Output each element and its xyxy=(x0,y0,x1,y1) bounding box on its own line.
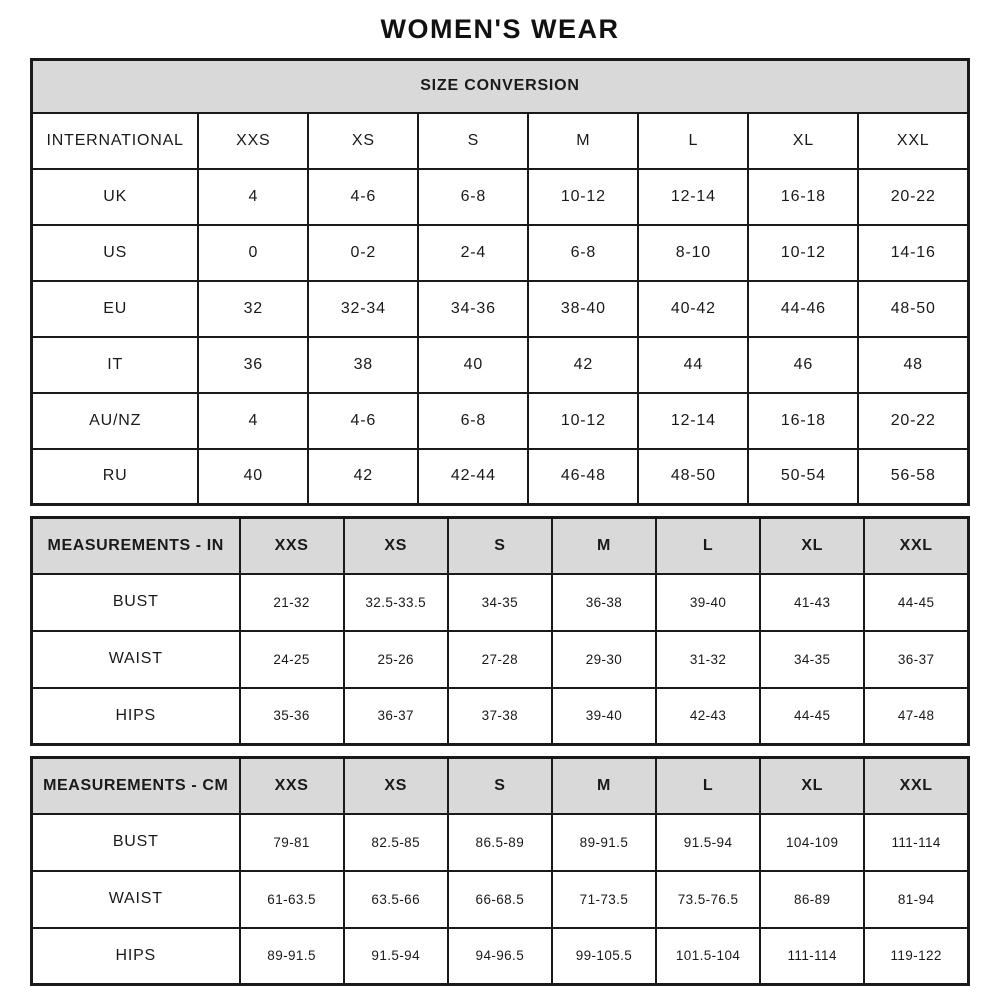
cell-value: XXS xyxy=(198,113,308,169)
table-row xyxy=(32,281,969,337)
cell-value: 111-114 xyxy=(864,814,968,871)
column-header-s: S xyxy=(448,518,552,574)
cell-value: 104-109 xyxy=(760,814,864,871)
cell-value: 73.5-76.5 xyxy=(656,871,760,928)
cell-value: 4-6 xyxy=(308,169,418,225)
column-header-l: L xyxy=(656,518,760,574)
row-label: INTERNATIONAL xyxy=(32,113,199,169)
cell-value: 46 xyxy=(748,337,858,393)
table-row xyxy=(32,113,969,169)
tables-container xyxy=(30,58,970,986)
page-title: WOMEN'S WEAR xyxy=(380,14,620,44)
table-row xyxy=(32,169,969,225)
cell-value: 32.5-33.5 xyxy=(344,574,448,631)
column-header-xl: XL xyxy=(760,758,864,814)
cell-value: 12-14 xyxy=(638,393,748,449)
cell-value: 42 xyxy=(528,337,638,393)
cell-value: 40-42 xyxy=(638,281,748,337)
cell-value: 34-35 xyxy=(760,631,864,688)
cell-value: 20-22 xyxy=(858,169,968,225)
table-size-conversion xyxy=(30,58,970,506)
table-measurements-cm xyxy=(30,756,970,986)
cell-value: 44 xyxy=(638,337,748,393)
cell-value: 40 xyxy=(418,337,528,393)
table-row xyxy=(32,225,969,281)
row-label: IT xyxy=(32,337,199,393)
cell-value: 61-63.5 xyxy=(240,871,344,928)
cell-value: 89-91.5 xyxy=(240,928,344,985)
cell-value: 8-10 xyxy=(638,225,748,281)
cell-value: 16-18 xyxy=(748,393,858,449)
cell-value: 32-34 xyxy=(308,281,418,337)
table-header-row xyxy=(32,758,969,814)
cell-value: 6-8 xyxy=(418,169,528,225)
cell-value: 10-12 xyxy=(748,225,858,281)
cell-value: 48-50 xyxy=(638,449,748,505)
cell-value: 79-81 xyxy=(240,814,344,871)
table-header-row xyxy=(32,518,969,574)
cell-value: 4 xyxy=(198,169,308,225)
cell-value: 34-35 xyxy=(448,574,552,631)
cell-value: 10-12 xyxy=(528,169,638,225)
cell-value: 94-96.5 xyxy=(448,928,552,985)
table-row xyxy=(32,688,969,745)
row-label: BUST xyxy=(32,574,240,631)
table-row xyxy=(32,574,969,631)
cell-value: 36 xyxy=(198,337,308,393)
column-header-xxs: XXS xyxy=(240,758,344,814)
row-label: RU xyxy=(32,449,199,505)
cell-value: 29-30 xyxy=(552,631,656,688)
cell-value: 4-6 xyxy=(308,393,418,449)
cell-value: 47-48 xyxy=(864,688,968,745)
cell-value: 40 xyxy=(198,449,308,505)
column-header-m: M xyxy=(552,518,656,574)
table-row xyxy=(32,871,969,928)
cell-value: 82.5-85 xyxy=(344,814,448,871)
cell-value: 36-37 xyxy=(864,631,968,688)
cell-value: 20-22 xyxy=(858,393,968,449)
row-label: WAIST xyxy=(32,631,240,688)
cell-value: 39-40 xyxy=(656,574,760,631)
cell-value: 42-43 xyxy=(656,688,760,745)
cell-value: 35-36 xyxy=(240,688,344,745)
cell-value: 48 xyxy=(858,337,968,393)
row-label: EU xyxy=(32,281,199,337)
cell-value: 36-37 xyxy=(344,688,448,745)
cell-value: 63.5-66 xyxy=(344,871,448,928)
table-header-label: MEASUREMENTS - CM xyxy=(32,758,240,814)
cell-value: 6-8 xyxy=(418,393,528,449)
row-label: WAIST xyxy=(32,871,240,928)
cell-value: 24-25 xyxy=(240,631,344,688)
cell-value: 50-54 xyxy=(748,449,858,505)
row-label: HIPS xyxy=(32,688,240,745)
cell-value: 10-12 xyxy=(528,393,638,449)
cell-value: S xyxy=(418,113,528,169)
cell-value: 86.5-89 xyxy=(448,814,552,871)
cell-value: 66-68.5 xyxy=(448,871,552,928)
column-header-l: L xyxy=(656,758,760,814)
cell-value: 34-36 xyxy=(418,281,528,337)
cell-value: 14-16 xyxy=(858,225,968,281)
cell-value: 56-58 xyxy=(858,449,968,505)
table-row xyxy=(32,631,969,688)
cell-value: L xyxy=(638,113,748,169)
cell-value: 0 xyxy=(198,225,308,281)
cell-value: 4 xyxy=(198,393,308,449)
table-header-label: MEASUREMENTS - IN xyxy=(32,518,240,574)
row-label: AU/NZ xyxy=(32,393,199,449)
cell-value: 27-28 xyxy=(448,631,552,688)
cell-value: 89-91.5 xyxy=(552,814,656,871)
table-banner-title: SIZE CONVERSION xyxy=(32,60,969,113)
column-header-s: S xyxy=(448,758,552,814)
cell-value: 99-105.5 xyxy=(552,928,656,985)
column-header-xs: XS xyxy=(344,518,448,574)
cell-value: 38-40 xyxy=(528,281,638,337)
table-row xyxy=(32,928,969,985)
cell-value: 111-114 xyxy=(760,928,864,985)
row-label: BUST xyxy=(32,814,240,871)
cell-value: 86-89 xyxy=(760,871,864,928)
cell-value: 71-73.5 xyxy=(552,871,656,928)
cell-value: 46-48 xyxy=(528,449,638,505)
column-header-m: M xyxy=(552,758,656,814)
cell-value: 6-8 xyxy=(528,225,638,281)
row-label: HIPS xyxy=(32,928,240,985)
table-row xyxy=(32,814,969,871)
table-row xyxy=(32,337,969,393)
cell-value: M xyxy=(528,113,638,169)
cell-value: XXL xyxy=(858,113,968,169)
cell-value: 91.5-94 xyxy=(656,814,760,871)
cell-value: 38 xyxy=(308,337,418,393)
table-banner-row xyxy=(32,60,969,113)
cell-value: 0-2 xyxy=(308,225,418,281)
cell-value: 37-38 xyxy=(448,688,552,745)
cell-value: 101.5-104 xyxy=(656,928,760,985)
row-label: US xyxy=(32,225,199,281)
table-row xyxy=(32,393,969,449)
table-measurements-in xyxy=(30,516,970,746)
cell-value: XS xyxy=(308,113,418,169)
table-row xyxy=(32,449,969,505)
cell-value: 25-26 xyxy=(344,631,448,688)
cell-value: 2-4 xyxy=(418,225,528,281)
cell-value: XL xyxy=(748,113,858,169)
column-header-xxl: XXL xyxy=(864,758,968,814)
column-header-xxs: XXS xyxy=(240,518,344,574)
cell-value: 44-45 xyxy=(760,688,864,745)
row-label: UK xyxy=(32,169,199,225)
cell-value: 39-40 xyxy=(552,688,656,745)
cell-value: 91.5-94 xyxy=(344,928,448,985)
cell-value: 42 xyxy=(308,449,418,505)
cell-value: 31-32 xyxy=(656,631,760,688)
cell-value: 119-122 xyxy=(864,928,968,985)
cell-value: 21-32 xyxy=(240,574,344,631)
cell-value: 12-14 xyxy=(638,169,748,225)
cell-value: 32 xyxy=(198,281,308,337)
cell-value: 42-44 xyxy=(418,449,528,505)
cell-value: 44-46 xyxy=(748,281,858,337)
cell-value: 16-18 xyxy=(748,169,858,225)
column-header-xs: XS xyxy=(344,758,448,814)
cell-value: 36-38 xyxy=(552,574,656,631)
cell-value: 81-94 xyxy=(864,871,968,928)
cell-value: 41-43 xyxy=(760,574,864,631)
cell-value: 44-45 xyxy=(864,574,968,631)
column-header-xl: XL xyxy=(760,518,864,574)
cell-value: 48-50 xyxy=(858,281,968,337)
column-header-xxl: XXL xyxy=(864,518,968,574)
